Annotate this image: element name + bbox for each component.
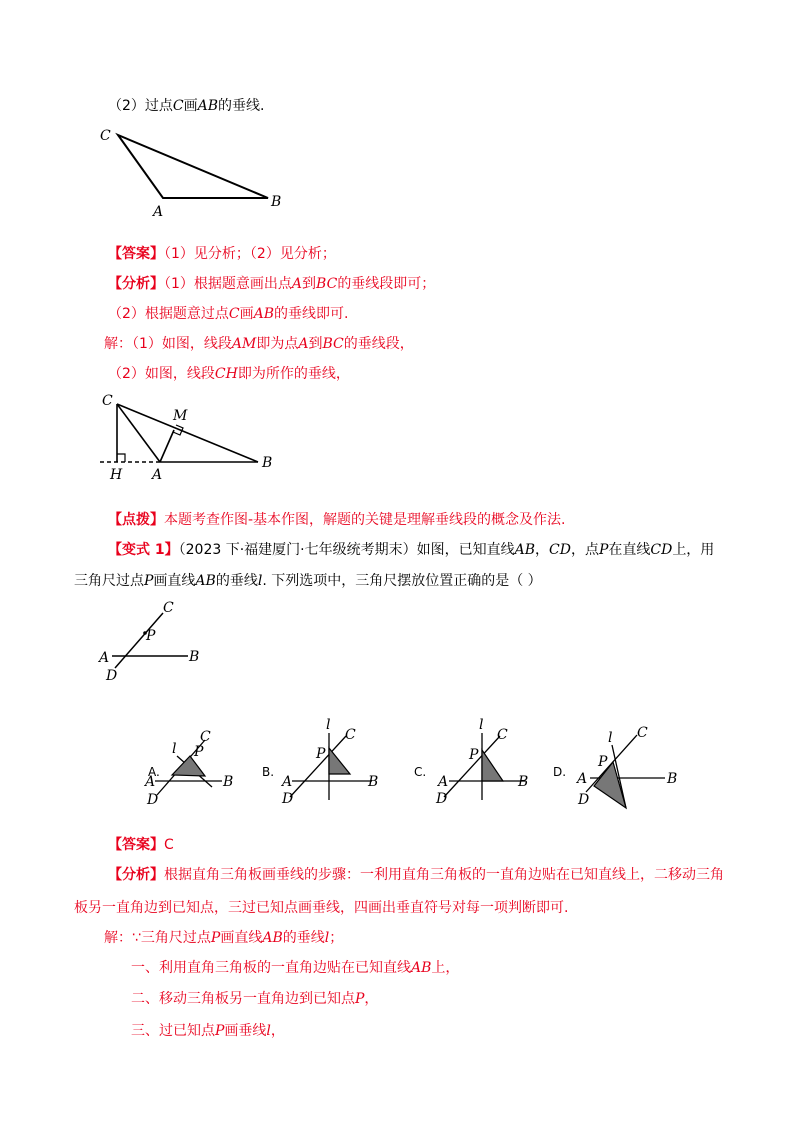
option-c-label-l: l xyxy=(479,717,484,733)
solution-1-line-2: （2）如图，线段CH即为所作的垂线， xyxy=(108,366,350,382)
option-b-label-d: D xyxy=(282,791,294,807)
option-b-label: B. xyxy=(262,765,275,779)
option-b-label-l: l xyxy=(326,717,331,733)
option-d-label-d: D xyxy=(578,792,590,808)
option-d-label-c: C xyxy=(637,725,648,741)
option-b[interactable] xyxy=(262,717,378,807)
option-a-label-d: D xyxy=(147,792,159,808)
option-c-label: C. xyxy=(414,765,427,779)
solution-1-line-1: 解：（1）如图，线段AM即为点A到BC的垂线段， xyxy=(104,336,414,352)
option-d[interactable] xyxy=(553,725,677,808)
option-b-label-p: P xyxy=(316,746,326,762)
analysis-1-line-1: 【分析】（1）根据题意画出点A到BC的垂线段即可； xyxy=(108,276,436,292)
option-a-label-c: C xyxy=(200,729,211,745)
option-d-label: D. xyxy=(553,765,567,779)
option-d-label-b: B xyxy=(667,771,678,787)
option-a-label-l: l xyxy=(172,741,177,757)
option-d-label-a: A xyxy=(577,771,588,787)
option-b-triangle-ruler xyxy=(329,748,350,774)
option-d-label-l: l xyxy=(608,730,613,746)
label-b: B xyxy=(262,455,273,471)
variant-1-line-1: 【变式 1】（2023 下·福建厦门·七年级统考期末）如图，已知直线AB，CD，点P在直线CD上，用 xyxy=(108,542,715,558)
label-c: C xyxy=(163,600,174,616)
option-a-label-b: B xyxy=(223,774,234,790)
option-c-label-a: A xyxy=(438,774,449,790)
option-c-label-p: P xyxy=(469,747,479,763)
option-c-label-d: D xyxy=(436,791,448,807)
tip: 【点拨】本题考查作图-基本作图，解题的关键是理解垂线段的概念及作法. xyxy=(108,512,566,528)
label-h: H xyxy=(110,467,123,483)
label-c: C xyxy=(100,128,111,144)
option-b-label-a: A xyxy=(282,774,293,790)
label-a: A xyxy=(99,650,110,666)
solution-2-line-1: 解：∵三角尺过点P画直线AB的垂线l； xyxy=(104,930,344,946)
option-a-label: A. xyxy=(148,765,160,779)
analysis-2-line-1: 【分析】根据直角三角板画垂线的步骤：一利用直角三角板的一直角边贴在已知直线上，二移动三角 xyxy=(108,867,724,883)
option-c-label-b: B xyxy=(518,774,529,790)
solution-2-step-2: 二、移动三角板另一直角边到已知点P， xyxy=(131,991,379,1007)
question-2: （2）过点C画AB的垂线. xyxy=(108,98,265,114)
analysis-1-line-2: （2）根据题意过点C画AB的垂线即可. xyxy=(108,306,349,322)
label-a: A xyxy=(153,204,164,220)
answer-1: 【答案】（1）见分析；（2）见分析； xyxy=(108,246,336,262)
solution-2-step-3: 三、过已知点P画垂线l， xyxy=(131,1023,285,1039)
answer-2: 【答案】C xyxy=(108,837,174,853)
option-c-label-c: C xyxy=(497,727,508,743)
label-c: C xyxy=(102,393,113,409)
option-d-label-p: P xyxy=(598,754,608,770)
option-a-label-p: P xyxy=(194,744,204,760)
analysis-2-line-2: 板另一直角边到已知点，三过已知点画垂线，四画出垂直符号对每一项判断即可. xyxy=(74,900,569,916)
label-d: D xyxy=(106,668,118,684)
label-p: P xyxy=(146,628,156,644)
variant-1-line-2: 三角尺过点P画直线AB的垂线l. 下列选项中，三角尺摆放位置正确的是（ ） xyxy=(74,573,542,589)
label-b: B xyxy=(271,194,282,210)
option-b-label-c: C xyxy=(345,727,356,743)
label-a: A xyxy=(152,467,163,483)
option-a-label-a: A xyxy=(145,774,156,790)
solution-2-step-1: 一、利用直角三角板的一直角边贴在已知直线AB上， xyxy=(131,960,460,976)
option-c-triangle-ruler xyxy=(482,750,503,781)
label-b: B xyxy=(189,649,200,665)
label-m: M xyxy=(173,408,188,424)
option-a[interactable] xyxy=(143,729,233,808)
option-b-label-b: B xyxy=(368,774,379,790)
option-c[interactable] xyxy=(414,717,528,807)
